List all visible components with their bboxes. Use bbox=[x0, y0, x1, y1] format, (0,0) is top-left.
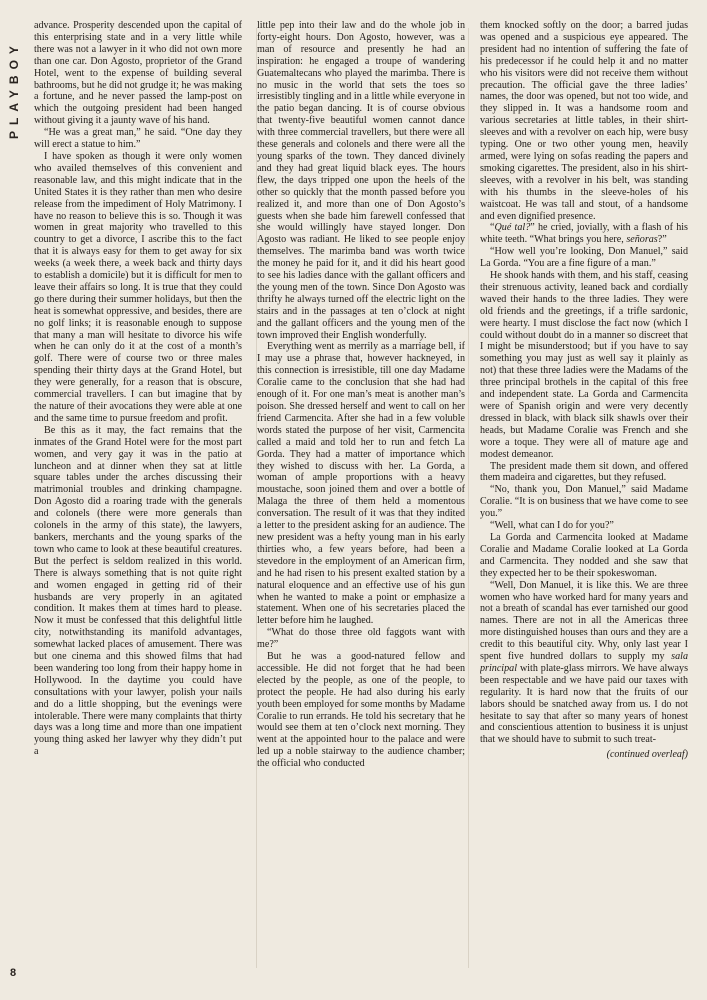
paragraph: Be this as it may, the fact remains that the inmates of the Grand Hotel were for the most part women, and very gay it was in the patio at luncheon and at dinner when they sat at little square tables under the arches discussing their matrimonial troubles and drinking champagne. Don Agosto did a roaring trade with the generals and colonels (there were more generals than colonels in the army of this state), the lawyers, bankers, merchants and the young sparks of the town who came to look at these beautiful creatures. But the perfect is seldom realized in this world. There is always something that is not quite right and women engaged in getting rid of their husbands are very properly in an agitated condition. It makes them at times hard to please. Now it must be confessed that this delightful little city, notwithstanding its manifold advantages, somewhat lacked places of amusement. There was but one cinema and this showed films that had been wandering too long from their happy home in Hollywood. In the daytime you could have consultations with your lawyer, polish your nails and do a little shopping, but the evenings were intolerable. There were many complaints that thirty days was a long time and more than one impatient young thing asked her lawyer why they didn’t put a bbox=[34, 424, 242, 758]
column-1 bbox=[34, 20, 242, 975]
magazine-title: PLAYBOY bbox=[7, 40, 21, 140]
paragraph: “No, thank you, Don Manuel,” said Madame Coralie. “It is on business that we have come to see you.” bbox=[480, 484, 688, 520]
paragraph: “How well you’re looking, Don Manuel,” said La Gorda. “You are a fine figure of a man.” bbox=[480, 246, 688, 270]
article-columns bbox=[34, 20, 688, 975]
paragraph: “Qué tal?” he cried, jovially, with a flash of his white teeth. “What brings you here, señoras?” bbox=[480, 222, 688, 246]
paragraph: little pep into their law and do the whole job in forty-eight hours. Don Agosto, however, was a man of resource and presently he had an inspiration: he engaged a troupe of wandering Guatemaltecans who played the marimba. There is no music in the world that sets the toes so irresistibly tingling and in a little while everyone in the patio began dancing. It is of course obvious that twenty-five beautiful women cannot dance with three commercial travellers, but there were all these generals and colonels and there were all the young sparks of the town. They danced divinely and they had great liquid black eyes. The hours flew, the days tripped one upon the heels of the other so quickly that the month passed before you realized it, and more than one of Don Agosto’s guests when she bade him farewell confessed that she would willingly have stayed longer. Don Agosto was radiant. He liked to see people enjoy themselves. The marimba band was worth twice the money he paid for it, and it did his heart good to see his ladies dance with the gallant officers and the young men of the town. Since Don Agosto was thrifty he always turned off the electric light on the stairs and in the passages at ten o’clock at night and the gallant officers and the young men of the town improved their English wonderfully. bbox=[257, 20, 465, 341]
paragraph: “What do those three old faggots want with me?” bbox=[257, 627, 465, 651]
paragraph: I have spoken as though it were only women who availed themselves of this convenient and reasonable law, and this might indicate that in the United States it is they rather than men who desire release from the impediment of Holy Matrimony. I have no reason to believe this is so. Though it was women in great majority who travelled to this country to get a divorce, I ascribe this to the fact that it is always easy for them to get away for six weeks (a week there, a week back and thirty days to establish a domicile) but it is difficult for men to leave their affairs so long. It is true that they could go there during their summer holidays, but then the heat is somewhat oppressive, and besides, there are no golf links; it is reasonable enough to suppose that many a man will hesitate to divorce his wife when he can only do it at the cost of a month’s golf. There were of course two or three males spending their thirty days at the Grand Hotel, but they were generally, for a reason that is obscure, commercial travellers. I can but imagine that by the nature of their avocations they were able at one and the same time to pursue freedom and profit. bbox=[34, 150, 242, 424]
paragraph: advance. Prosperity descended upon the capital of this enterprising state and in a very little while there was not a lawyer in it who did not own more than one car. Don Agosto, proprietor of the Grand Hotel, went to the expense of building several bathrooms, but he did not grudge it; he was making a fortune, and he never passed the lamp-post on which the outgoing president had been hanged without giving it a jaunty wave of his hand. bbox=[34, 20, 242, 127]
column-2 bbox=[257, 20, 465, 975]
paragraph: The president made them sit down, and offered them madeira and cigarettes, but they refused. bbox=[480, 460, 688, 484]
paragraph: La Gorda and Carmencita looked at Madame Coralie and Madame Coralie looked at La Gorda and Carmencita. They nodded and she saw that they expected her to be their spokeswoman. bbox=[480, 531, 688, 579]
paragraph: them knocked softly on the door; a barred judas was opened and a suspicious eye appeared. The president had no intention of suffering the fate of his predecessor if he could help it and no matter who his visitors were did not receive them without precaution. The official gave the three ladies’ names, the door was opened, but not too wide, and they slipped in. It was a handsome room and various secretaries at little tables, in their shirt-sleeves and with a revolver on each hip, were busy typing. One or two other young men, heavily armed, were lying on sofas reading the papers and smoking cigarettes. The president, also in his shirt-sleeves, with a revolver in his belt, was standing with his thumbs in the sleeve-holes of his waistcoat. He was tall and stout, of a handsome and even dignified presence. bbox=[480, 20, 688, 222]
page-number: 8 bbox=[10, 967, 17, 979]
paragraph: Everything went as merrily as a marriage bell, if I may use a phrase that, however hackneyed, in this connection is irresistible, till one day Madame Coralie came to the conclusion that she had had enough of it. For one man’s meat is another man’s poison. She dressed herself and went to call on her friend Carmencita. After she had in a few voluble words stated the purpose of her visit, Carmencita called a maid and told her to run and fetch La Gorda. They had a matter of importance which they wished to discuss with her. La Gorda, a woman of ample proportions with a heavy moustache, soon joined them and over a bottle of Malaga the three of them held a momentous conversation. The result of it was that they indited a letter to the president asking for an audience. The new president was a hefty young man in his early thirties who, a few years before, had been a stevedore in the employment of an American firm, and he had risen to his present exalted station by a natural eloquence and an effective use of his gun when he wanted to make a point or emphasize a statement. When one of his secretaries placed the letter before him he laughed. bbox=[257, 341, 465, 627]
continued-overleaf: (continued overleaf) bbox=[606, 749, 688, 761]
paragraph: “He was a great man,” he said. “One day they will erect a statue to him.” bbox=[34, 127, 242, 151]
paragraph: “Well, Don Manuel, it is like this. We are three women who have worked hard for many years and not a breath of scandal has ever tarnished our good names. There are not in all the Americas three more distinguished houses than ours and they are a credit to this beautiful city. Why, only last year I spent five hundred dollars to supply my sala principal with plate-glass mirrors. We have always been respectable and we have paid our taxes with regularity. It is hard now that the fruits of our labors should be snatched away from us. I do not hesitate to say that after so many years of honest and conscientious attention to business it is unjust that we should have to submit to such treat- bbox=[480, 579, 688, 746]
column-3 bbox=[480, 20, 688, 975]
paragraph: He shook hands with them, and his staff, ceasing their strenuous activity, leaned back and cordially waved their hands to the three ladies. They were old friends and the greetings, if a trifle sardonic, were hearty. I must disclose the fact now (which I could without doubt do in a manner so discreet that I might be misunderstood; but if you have to say something you may just as well say it plainly as not) that these three ladies were the Madams of the three principal brothels in the capital of this free and independent state. La Gorda and Carmencita were of Spanish origin and were very decently dressed in black, with black silk shawls over their heads, but Madame Coralie was French and she wore a toque. They were all of mature age and modest demeanor. bbox=[480, 270, 688, 460]
paragraph: But he was a good-natured fellow and accessible. He did not forget that he had been elected by the people, as one of the people, to protect the people. He had also during his early youth been employed for some months by Madame Coralie to run errands. He told his secretary that he would see them at ten o’clock next morning. They went at the appointed hour to the palace and were led up a noble stairway to the audience chamber; the official who conducted bbox=[257, 651, 465, 770]
paragraph: “Well, what can I do for you?” bbox=[490, 520, 614, 532]
